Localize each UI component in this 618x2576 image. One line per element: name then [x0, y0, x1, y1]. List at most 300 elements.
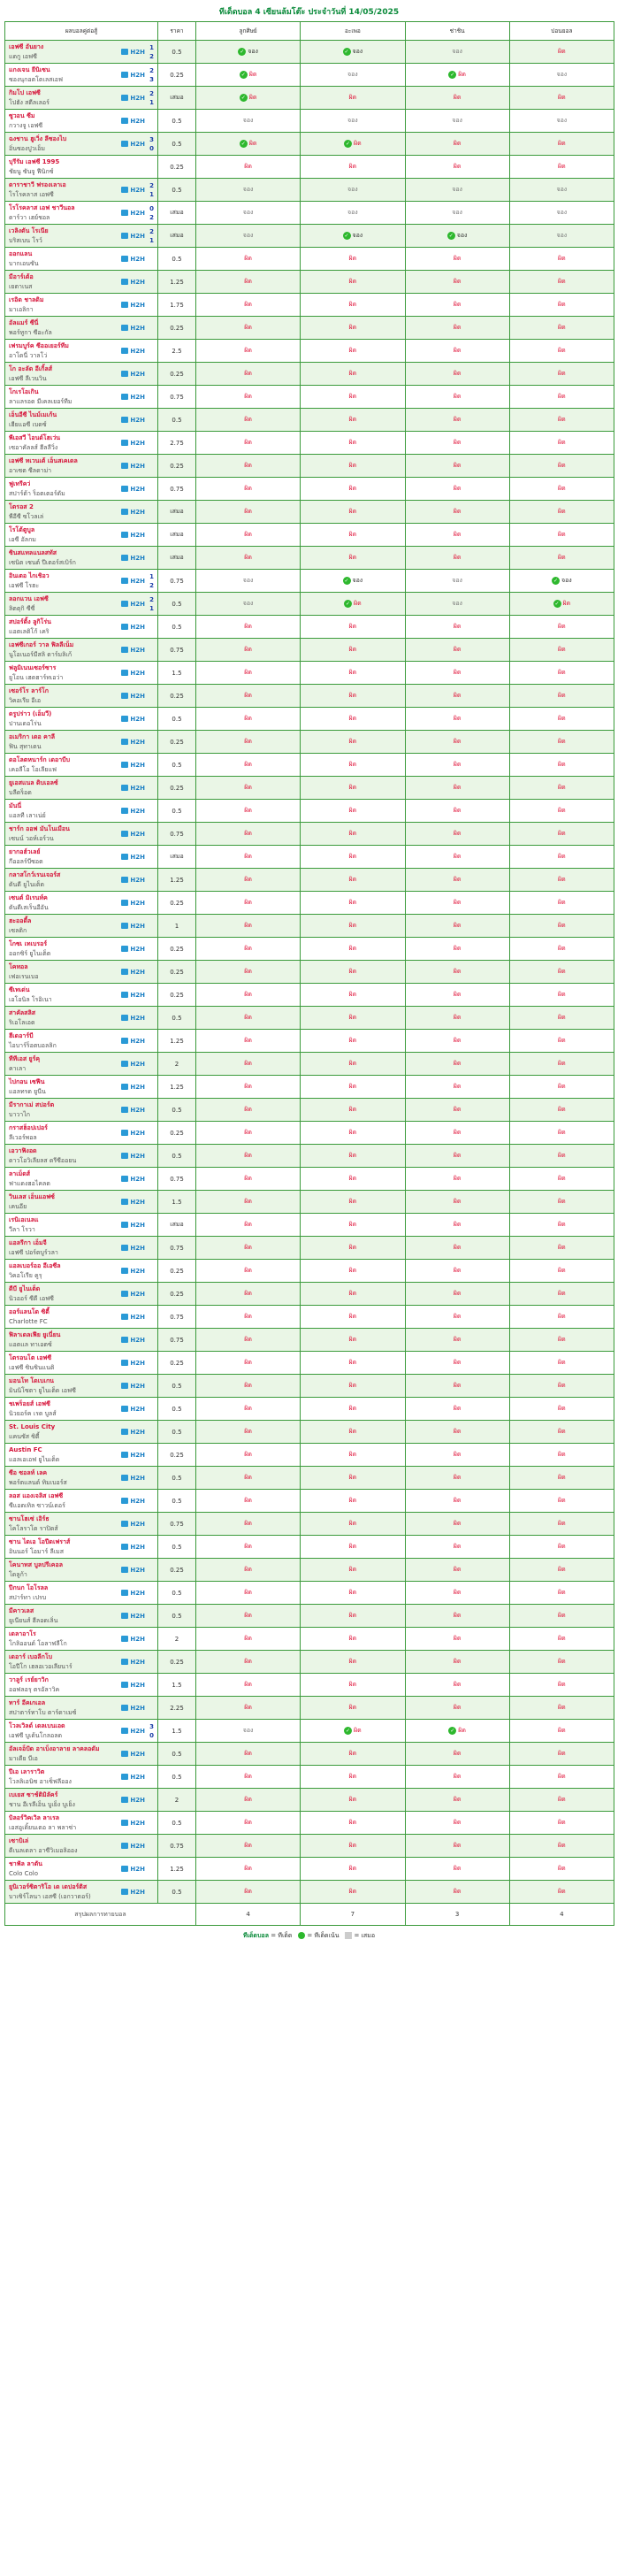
home-team[interactable]: กราสฮ็อปเปอร์ — [9, 1123, 48, 1131]
h2h-link[interactable]: H2H — [130, 301, 145, 309]
home-team[interactable]: เรอิด ชาลดิม — [9, 295, 44, 303]
result-text: จอง — [242, 1727, 254, 1734]
result-cell — [509, 961, 614, 984]
home-team[interactable]: โคทอล — [9, 962, 28, 970]
home-team[interactable]: ซานโฮเซ่ เอิร์ธ — [9, 1514, 50, 1522]
result-text: ผิด — [348, 853, 357, 860]
h2h-link[interactable]: H2H — [130, 1796, 145, 1804]
result-text: ผิด — [558, 991, 566, 998]
h2h-link[interactable]: H2H — [130, 1658, 145, 1666]
home-team[interactable]: แอลเบอร์ออ อีเอซีล — [9, 1261, 61, 1269]
home-team[interactable]: มอนโท โดเบเกน — [9, 1376, 54, 1384]
result-cell — [509, 1237, 614, 1260]
away-team: นูโอเนอร์มีสลิ ดาร์มลิเก้ — [9, 650, 72, 658]
home-team[interactable]: อัลเจอ็ปัด อาเบ็งอาลาย ลาคลอดัม — [9, 1744, 100, 1752]
odds-cell: 1.25 — [158, 1858, 196, 1881]
result-text: ผิด — [558, 1221, 566, 1228]
table-row — [5, 708, 614, 731]
match-cell — [5, 846, 158, 869]
result-cell — [196, 202, 301, 225]
home-team[interactable]: กลาสโกว์เรนเจอร์ส — [9, 870, 61, 878]
home-team[interactable]: พีเอสวี ไอนด์โฮเว่น — [9, 433, 61, 441]
h2h-link[interactable]: H2H — [130, 945, 145, 953]
tip-icon — [121, 1222, 128, 1228]
h2h-link[interactable]: H2H — [130, 232, 145, 240]
away-team: พีอีซี ซโวลเล่ — [9, 512, 44, 520]
home-team[interactable]: ซีเทเด่น — [9, 985, 30, 993]
result-text: ผิด — [453, 1819, 462, 1826]
h2h-link[interactable]: H2H — [130, 71, 145, 79]
check-circle-icon: ✓ — [240, 140, 246, 147]
h2h-link[interactable]: H2H — [130, 1382, 145, 1390]
result-cell — [196, 1812, 301, 1835]
odds-cell: เสมอ — [158, 225, 196, 248]
result-cell — [509, 593, 614, 616]
match-cell — [5, 1398, 158, 1421]
tip-icon — [121, 440, 128, 446]
home-team[interactable]: บุรีรัม เอฟซี 1995 — [9, 157, 60, 165]
h2h-link[interactable]: H2H — [130, 784, 145, 792]
home-team[interactable]: เอฟซี ทเวนเต้ เอ็นสเคเดล — [9, 456, 78, 464]
result-cell — [405, 455, 509, 478]
away-team: โกลิออนด์ โอลาฟลีโก — [9, 1639, 67, 1647]
table-row — [5, 64, 614, 87]
home-team[interactable]: ลอส แองเจลิส เอฟซี — [9, 1491, 64, 1499]
h2h-link[interactable]: H2H — [130, 807, 145, 815]
home-team[interactable]: อินเตอ ไกเชิอว — [9, 571, 50, 579]
home-team[interactable]: ชาร์ก ออฟ มันโนเมือน — [9, 824, 70, 832]
table-row — [5, 1329, 614, 1352]
home-team[interactable]: โตรอนโต เอฟซี — [9, 1353, 52, 1361]
table-row — [5, 1812, 614, 1835]
odds-cell: 0.5 — [158, 1398, 196, 1421]
check-circle-icon: ✓ — [240, 48, 245, 55]
result-text: ผิด — [453, 163, 462, 170]
away-team: ฟาแดงฮอไคลด — [9, 1179, 50, 1187]
result-text: ผิด — [348, 1221, 357, 1228]
home-team[interactable]: มีคาวเลส — [9, 1606, 34, 1614]
h2h-link[interactable]: H2H — [130, 1727, 145, 1735]
h2h-link[interactable]: H2H — [130, 669, 145, 677]
result-text: ผิด — [453, 1543, 462, 1550]
home-team[interactable]: เอฟซี อันยาง — [9, 42, 44, 50]
h2h-link[interactable]: H2H — [130, 1359, 145, 1367]
odds-cell: 1 — [158, 915, 196, 938]
home-team[interactable]: ชเพร็อยส์ เอฟซี — [9, 1399, 50, 1407]
h2h-link[interactable]: H2H — [130, 1819, 145, 1827]
h2h-link[interactable]: H2H — [130, 623, 145, 631]
result-text: ผิด — [558, 485, 566, 492]
h2h-link[interactable]: H2H — [130, 462, 145, 470]
table-row — [5, 1260, 614, 1283]
tip-icon — [121, 1843, 128, 1849]
h2h-link[interactable]: H2H — [130, 1221, 145, 1229]
result-cell — [196, 1260, 301, 1283]
table-row — [5, 317, 614, 340]
result-cell — [509, 524, 614, 547]
home-team[interactable]: เดลาอาโร — [9, 1629, 36, 1637]
result-cell — [301, 1789, 405, 1812]
away-team: กวางจู เอฟซี — [9, 121, 43, 129]
home-team[interactable]: Austin FC — [9, 1445, 42, 1453]
h2h-link[interactable]: H2H — [130, 393, 145, 401]
home-team[interactable]: ฟูเทรีคว่ — [9, 479, 31, 487]
h2h-link[interactable]: H2H — [130, 761, 145, 769]
h2h-link[interactable]: H2H — [130, 1175, 145, 1183]
tip-icon — [121, 555, 128, 561]
home-team[interactable]: ปีกนก โอโรลล — [9, 1583, 49, 1591]
odds-cell: 0.75 — [158, 478, 196, 501]
odds-cell: 0.5 — [158, 708, 196, 731]
home-team[interactable]: ชาฟัล ลาตัน — [9, 1859, 42, 1867]
h2h-link[interactable]: H2H — [130, 600, 145, 608]
result-cell — [405, 1559, 509, 1582]
home-team[interactable]: เอ็นอีซี ไนม์เมเก้น — [9, 410, 57, 418]
result-cell — [405, 1881, 509, 1904]
summary-row — [5, 1904, 614, 1926]
tip-icon — [121, 1889, 128, 1895]
tip-icon — [121, 1038, 128, 1044]
home-team[interactable]: เรนิเอเนลแ — [9, 1215, 39, 1223]
home-team[interactable]: กิมโป เอฟซี — [9, 88, 41, 96]
h2h-link[interactable]: H2H — [130, 48, 145, 56]
h2h-link[interactable]: H2H — [130, 1589, 145, 1597]
result-text: ผิด — [244, 1474, 252, 1481]
h2h-link[interactable]: H2H — [130, 1842, 145, 1850]
home-team[interactable]: มันนี่ — [9, 801, 22, 809]
result-text: ผิด — [348, 1543, 357, 1550]
h2h-link[interactable]: H2H — [130, 485, 145, 493]
h2h-link[interactable]: H2H — [130, 1290, 145, 1298]
result-cell — [196, 1467, 301, 1490]
home-team[interactable]: เดอาร์ เบอลีกโบ — [9, 1652, 53, 1660]
home-team[interactable]: ซูวอน ซีม — [9, 111, 35, 119]
home-team[interactable]: ดรูปร่าว (เอ็มวี) — [9, 709, 52, 717]
home-team[interactable]: สปอร์ติ้ง ลูกิโร่น — [9, 617, 51, 625]
away-team: ออฟลอรุ ตรอัลาวิค — [9, 1685, 60, 1693]
result-cell — [301, 1835, 405, 1858]
tip-icon — [121, 1498, 128, 1504]
home-team[interactable]: ไปกอน เซฟีน — [9, 1077, 45, 1085]
home-team[interactable]: มีรากาเม่ สปอร์ต — [9, 1100, 55, 1108]
table-row — [5, 294, 614, 317]
table-header-row — [5, 22, 614, 41]
result-text: ผิด — [348, 301, 357, 308]
result-cell — [196, 892, 301, 915]
home-team[interactable]: วาลูร์ เรย์ยาวิก — [9, 1675, 49, 1683]
match-cell — [5, 64, 158, 87]
result-text: ผิด — [244, 1244, 252, 1251]
result-text: ผิด — [244, 1865, 252, 1872]
result-cell — [509, 1536, 614, 1559]
h2h-link[interactable]: H2H — [130, 1773, 145, 1781]
h2h-link[interactable]: H2H — [130, 830, 145, 838]
result-cell — [405, 915, 509, 938]
match-cell — [5, 1007, 158, 1030]
h2h-link[interactable]: H2H — [130, 1106, 145, 1114]
home-team[interactable]: ยากอฮ์วเลย์ — [9, 847, 41, 855]
away-team: แอตเลติโก้ เคริ — [9, 627, 50, 635]
home-team[interactable]: เฟรมบูร์ค ซีออเยอร์ทีม — [9, 341, 69, 349]
home-team[interactable]: ออกแลน — [9, 249, 33, 257]
result-cell — [405, 1099, 509, 1122]
home-team[interactable]: ทาร์ อีคเกเอล — [9, 1698, 46, 1706]
check-circle-icon: ✓ — [344, 577, 349, 584]
home-team[interactable]: ฟิลาเดลเฟีย ยูเนี่ยน — [9, 1330, 61, 1338]
h2h-link[interactable]: H2H — [130, 1520, 145, 1528]
home-team[interactable]: St. Louis City — [9, 1422, 56, 1430]
result-text: ผิด — [558, 1060, 566, 1067]
result-text: ผิด — [348, 324, 357, 331]
home-team[interactable]: สาคัลสลิส — [9, 1008, 36, 1016]
h2h-link[interactable]: H2H — [130, 968, 145, 976]
h2h-link[interactable]: H2H — [130, 1635, 145, 1643]
odds-cell: 0.25 — [158, 1559, 196, 1582]
result-text: ผิด — [453, 1129, 462, 1136]
home-team[interactable]: เวลิงตัน โรเนีย — [9, 226, 49, 234]
table-row — [5, 1789, 614, 1812]
home-team[interactable]: โกเรโอเกิน — [9, 387, 39, 395]
tip-icon — [121, 72, 128, 78]
h2h-link[interactable]: H2H — [130, 186, 145, 194]
h2h-link[interactable]: H2H — [130, 1336, 145, 1344]
tip-icon — [121, 302, 128, 308]
home-team[interactable]: โวลเวิลด์ เดลเบนเอด — [9, 1721, 65, 1729]
home-team[interactable]: แอลรีกา เอ็มจี — [9, 1238, 47, 1246]
h2h-link[interactable]: H2H — [130, 439, 145, 447]
h2h-link[interactable]: H2H — [130, 577, 145, 585]
tip-icon — [121, 509, 128, 515]
h2h-link[interactable]: H2H — [130, 1129, 145, 1137]
h2h-link[interactable]: H2H — [130, 876, 145, 884]
home-team[interactable]: ดาราชาวี ฟรองเลาเอ — [9, 180, 66, 188]
tip-icon — [121, 1199, 128, 1205]
result-cell — [301, 846, 405, 869]
home-team[interactable]: โรโรคลาส เอฟ ชาวีนอล — [9, 203, 75, 211]
home-team[interactable]: เบเยส ซาช์ติมิลัคร์ — [9, 1790, 58, 1798]
h2h-link[interactable]: H2H — [130, 715, 145, 723]
h2h-link[interactable]: H2H — [130, 853, 145, 861]
result-cell — [196, 616, 301, 639]
h2h-link[interactable]: H2H — [130, 1704, 145, 1712]
h2h-link[interactable]: H2H — [130, 1198, 145, 1206]
home-team[interactable]: เซนต์ มิเรนท์ค — [9, 893, 48, 901]
tip-icon — [121, 1797, 128, 1803]
h2h-link[interactable]: H2H — [130, 347, 145, 355]
tip-icon — [121, 1406, 128, 1412]
h2h-link[interactable]: H2H — [130, 1497, 145, 1505]
home-team[interactable]: เซอร์โร ลาร์โก — [9, 686, 50, 694]
h2h-link[interactable]: H2H — [130, 94, 145, 102]
result-cell — [405, 1398, 509, 1421]
result-cell — [196, 524, 301, 547]
result-cell — [196, 409, 301, 432]
match-cell — [5, 1582, 158, 1605]
home-team[interactable]: ดอโลตหนาร์ก เดอาบีบ — [9, 755, 71, 763]
home-team[interactable]: โรโต้ตูบูล — [9, 525, 35, 533]
h2h-link[interactable]: H2H — [130, 1083, 145, 1091]
h2h-link[interactable]: H2H — [130, 1451, 145, 1459]
result-text: ผิด — [348, 462, 357, 469]
h2h-link[interactable]: H2H — [130, 508, 145, 516]
h2h-link[interactable]: H2H — [130, 1681, 145, 1689]
home-team[interactable]: เอวาฟิงอด — [9, 1146, 37, 1154]
table-row — [5, 754, 614, 777]
result-cell — [196, 869, 301, 892]
result-cell — [509, 1444, 614, 1467]
away-team: วิคอเรีย อีเอ — [9, 696, 42, 704]
h2h-link[interactable]: H2H — [130, 1244, 145, 1252]
h2h-link[interactable]: H2H — [130, 324, 145, 332]
h2h-link[interactable]: H2H — [130, 922, 145, 930]
h2h-link[interactable]: H2H — [130, 140, 145, 148]
table-row — [5, 616, 614, 639]
h2h-link[interactable]: H2H — [130, 554, 145, 562]
odds-cell: 0.25 — [158, 1651, 196, 1674]
h2h-link[interactable]: H2H — [130, 991, 145, 999]
home-team[interactable]: ซาน ไดเอ โอปีดเฟราส์ — [9, 1537, 71, 1545]
match-cell — [5, 1030, 158, 1053]
home-team[interactable]: ฟลูมิเนนเซอร์ซาร — [9, 663, 57, 671]
home-team[interactable]: ดีบี ยูไนเต็ด — [9, 1284, 41, 1292]
result-cell — [405, 1306, 509, 1329]
odds-cell: 0.75 — [158, 1237, 196, 1260]
h2h-link[interactable]: H2H — [130, 1865, 145, 1873]
result-text: ผิด — [348, 784, 357, 791]
result-cell — [301, 1858, 405, 1881]
h2h-link[interactable]: H2H — [130, 1267, 145, 1275]
home-team[interactable]: เซาบิเล่ — [9, 1836, 29, 1844]
home-team[interactable]: วินเลส เอ็นแอฟซ์ — [9, 1192, 55, 1200]
result-text: ผิด — [244, 876, 252, 883]
h2h-link[interactable]: H2H — [130, 1612, 145, 1620]
h2h-link[interactable]: H2H — [130, 209, 145, 217]
h2h-link[interactable]: H2H — [130, 1060, 145, 1068]
h2h-link[interactable]: H2H — [130, 531, 145, 539]
result-text: ผิด — [453, 324, 462, 331]
table-row — [5, 570, 614, 593]
home-team[interactable]: อัลแมร์ ซีนี่ — [9, 318, 39, 326]
home-team[interactable]: เอฟซีเกอร์ วาล ฟิลลีเน็ม — [9, 640, 74, 648]
result-cell — [196, 455, 301, 478]
home-team[interactable]: ซินสแทลแนลสทัส — [9, 548, 57, 556]
h2h-link[interactable]: H2H — [130, 1543, 145, 1551]
h2h-link[interactable]: H2H — [130, 899, 145, 907]
result-cell — [405, 616, 509, 639]
home-team[interactable]: ฮีเดอาร์บี — [9, 1031, 34, 1039]
h2h-link[interactable]: H2H — [130, 278, 145, 286]
result-text: ผิด — [244, 1842, 252, 1849]
result-text: จอง — [242, 577, 254, 584]
result-cell — [301, 1168, 405, 1191]
home-team[interactable]: แกงเจน ยีนิเซน — [9, 65, 50, 73]
result-text: ผิด — [453, 1497, 462, 1504]
h2h-link[interactable]: H2H — [130, 1037, 145, 1045]
h2h-link[interactable]: H2H — [130, 416, 145, 424]
result-text: ผิด — [244, 830, 252, 837]
home-team[interactable]: ซีอ ซอลท์ เลค — [9, 1468, 48, 1476]
table-row — [5, 1720, 614, 1743]
home-team[interactable]: ปีเอ เลาราวิต — [9, 1767, 45, 1775]
h2h-link[interactable]: H2H — [130, 1888, 145, 1896]
home-team[interactable]: ลาเม็ดส์ — [9, 1169, 31, 1177]
home-team[interactable]: โกซเ เทเบรอร์ — [9, 939, 48, 947]
check-circle-icon: ✓ — [346, 600, 351, 607]
odds-cell: 0.5 — [158, 1743, 196, 1766]
result-cell — [301, 1467, 405, 1490]
result-cell — [509, 984, 614, 1007]
h2h-link[interactable]: H2H — [130, 370, 145, 378]
table-row — [5, 409, 614, 432]
away-team: มาเอลิกา — [9, 305, 34, 313]
result-text: ผิด — [244, 784, 252, 791]
match-cell — [5, 340, 158, 363]
result-cell — [405, 1329, 509, 1352]
home-team[interactable]: ยูเอสแนล ดิบเอลซ์ — [9, 778, 58, 786]
result-cell — [196, 570, 301, 593]
home-team[interactable]: บิลอร์วิคเวิล ลาเรล — [9, 1813, 60, 1821]
result-text: ผิด — [244, 347, 252, 354]
table-row — [5, 432, 614, 455]
result-text: ผิด — [453, 1658, 462, 1665]
h2h-link[interactable]: H2H — [130, 646, 145, 654]
odds-cell: 1.25 — [158, 869, 196, 892]
home-team[interactable]: ฮะออดี้ล — [9, 916, 32, 924]
result-text: ผิด — [453, 1359, 462, 1366]
odds-cell: 0.25 — [158, 64, 196, 87]
home-team[interactable]: ฉงชาน ฮูเวิ่ง ลีซองไบ — [9, 134, 67, 142]
h2h-link[interactable]: H2H — [130, 1152, 145, 1160]
home-team[interactable]: โตรอส 2 — [9, 502, 34, 510]
h2h-link[interactable]: H2H — [130, 1750, 145, 1758]
home-team[interactable]: โก อะลัด อีเกิ้ลส์ — [9, 364, 53, 372]
home-team[interactable]: ออร์แลนโด ซิตี้ — [9, 1307, 50, 1315]
h2h-link[interactable]: H2H — [130, 1014, 145, 1022]
home-team[interactable]: อเมริกา เดอ คาลี — [9, 732, 56, 740]
h2h-link[interactable]: H2H — [130, 117, 145, 125]
away-team: ซีแอตเทิล ซาวน์เดอร์ — [9, 1501, 65, 1509]
result-cell — [405, 478, 509, 501]
result-text: ผิด — [244, 324, 252, 331]
h2h-link[interactable]: H2H — [130, 1313, 145, 1321]
result-cell — [301, 294, 405, 317]
result-cell — [301, 961, 405, 984]
home-team[interactable]: โคนาทส บูลปรีเคอล — [9, 1560, 63, 1568]
result-text: ผิด — [558, 48, 566, 55]
away-team: ดีเนลเดลา อาซีวิเมอลิออง — [9, 1846, 78, 1854]
match-cell — [5, 133, 158, 156]
odds-cell: 0.5 — [158, 1375, 196, 1398]
col-header-expert-1: ลูกศิษย์ — [196, 22, 301, 41]
home-team[interactable]: ลอกแวน เอฟซี — [9, 594, 49, 602]
odds-cell: 0.5 — [158, 1881, 196, 1904]
home-team[interactable]: มีอาร์เต้อ — [9, 272, 34, 280]
result-text: จอง — [556, 232, 568, 239]
result-cell — [301, 777, 405, 800]
h2h-link[interactable]: H2H — [130, 692, 145, 700]
h2h-link[interactable]: H2H — [130, 1566, 145, 1574]
h2h-link[interactable]: H2H — [130, 1405, 145, 1413]
result-text: ผิด — [558, 347, 566, 354]
h2h-link[interactable]: H2H — [130, 738, 145, 746]
h2h-link[interactable]: H2H — [130, 1428, 145, 1436]
result-cell — [509, 731, 614, 754]
home-team[interactable]: ยูนิเวอร์ซิตาริโอ เด เดปอร์ติส — [9, 1882, 88, 1890]
h2h-link[interactable]: H2H — [130, 255, 145, 263]
h2h-link[interactable]: H2H — [130, 1474, 145, 1482]
result-text: ผิด — [348, 347, 357, 354]
home-team[interactable]: ทีทีเอส ยูร์คุ — [9, 1054, 41, 1062]
